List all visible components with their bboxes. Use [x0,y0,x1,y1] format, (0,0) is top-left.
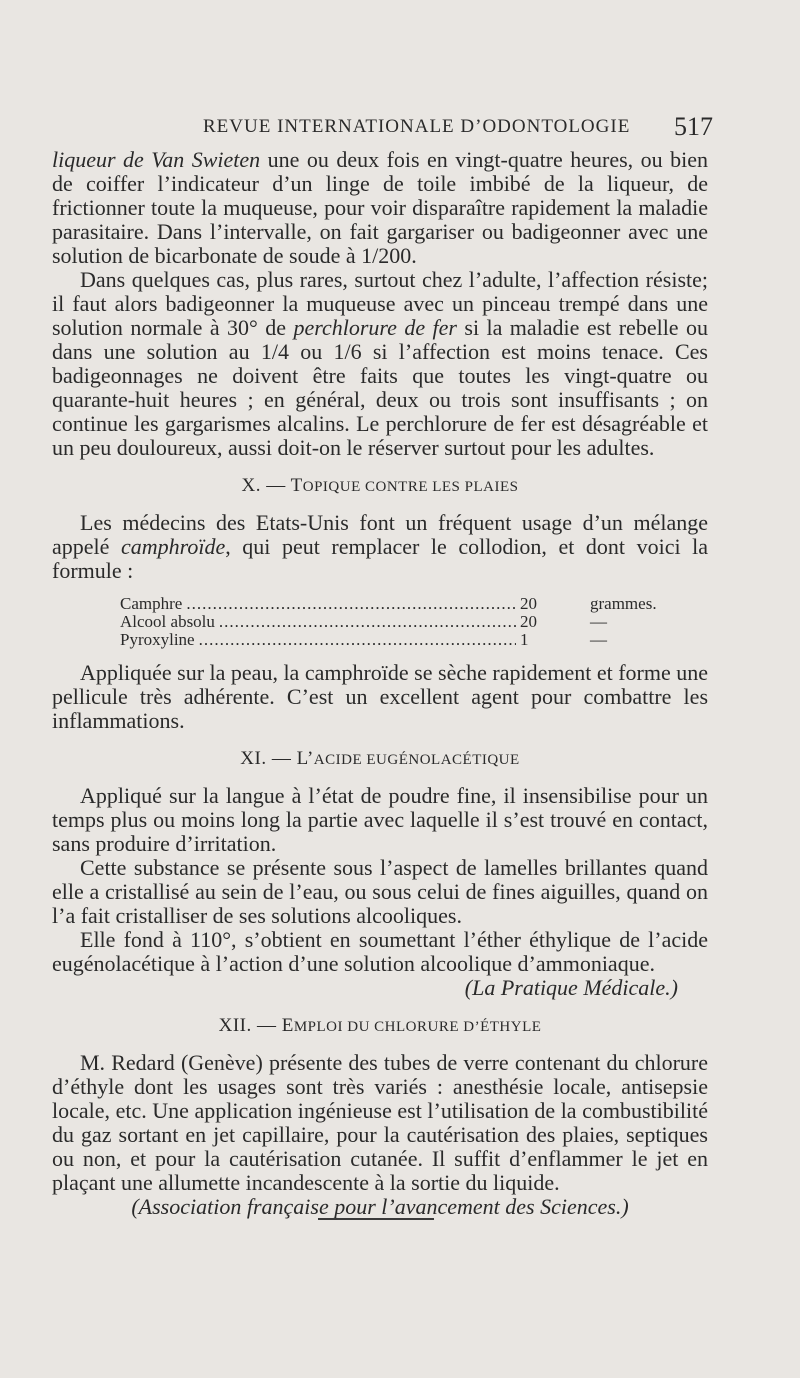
leader-dots [186,595,516,613]
paragraph-perchlorure: Dans quelques cas, plus rares, surtout chez l’adulte, l’affection résiste; il faut alors badigeonner la muqueuse avec un pinceau trempé dans une solution normale à 30° de perchlorure de fer si la maladie est rebelle ou dans une solution au 1/4 ou 1/6 si l’affection est moins tenace. Ces badigeonnages ne doivent être faits que toutes les vingt-quatre ou quarante-huit heures ; en général, deux ou trois sont insuffisants ; on continue les gargarismes alcalins. Le perchlorure de fer est désagréable et un peu douloureux, aussi doit-on le réserver surtout pour les adultes. [52,267,708,460]
paragraph-fond: Elle fond à 110°, s’obtient en soumettant l’éther éthylique de l’acide eugénolacétique à l’action d’une solution alcoolique d’ammoniaque. [52,927,708,976]
paragraph-camphroide: Les médecins des Etats-Unis font un fréquent usage d’un mélange appelé camphroïde, qui peut remplacer le collodion, et dont voici la formule : [52,510,709,583]
paragraph-redard: M. Redard (Genève) présente des tubes de verre contenant du chlorure d’éthyle dont les usages sont très variés : anesthésie locale, antisepsie locale, etc. Une application ingénieuse est l’utilisation de la combustibilité du gaz sortant en jet capillaire, pour la cautérisation des plaies, septiques ou non, et pour la cautérisation cutanée. Il suffit d’enflammer le jet en plaçant une allumette incandescente à la sortie du liquide. [52,1050,708,1195]
end-rule [318,1218,434,1220]
ingredient-name: Pyroxyline [120,630,195,649]
section-heading-xi: XI. — L’ACIDE EUGÉNOLACÉTIQUE [240,748,520,769]
ingredient-unit: — [590,630,607,649]
ingredient-name: Alcool absolu [120,612,215,631]
formula-row [52,595,708,613]
leader-dots [199,631,516,649]
running-title: REVUE INTERNATIONALE D’ODONTOLOGIE [203,116,631,137]
leader-dots [219,613,516,631]
page-header [0,112,800,142]
source-citation: (La Pratique Médicale.) [464,975,678,1000]
italic-term: perchlorure de fer [293,315,457,340]
source-citation: (Association française pour l’avancement des Sciences.) [131,1194,629,1219]
paragraph-substance: Cette substance se présente sous l’aspect de lamelles brillantes quand elle a cristallisé au sein de l’eau, ou sous celui de fines aiguilles, quand on l’a fait cristalliser de ses solutions alcooliques. [52,855,708,928]
paragraph-application: Appliquée sur la peau, la camphroïde se sèche rapidement et forme une pellicule très adhérente. C’est un excellent agent pour combattre les inflammations. [52,660,708,733]
ingredient-unit: — [590,612,607,631]
section-heading-x: X. — TOPIQUE CONTRE LES PLAIES [241,475,519,496]
section-heading-xii: XII. — EMPLOI DU CHLORURE D’ÉTHYLE [218,1015,542,1036]
formula-row [52,613,708,631]
formula-table [52,595,708,649]
ingredient-quantity: 20 [520,612,537,631]
italic-term: liqueur de Van Swieten [52,147,261,172]
paragraph-applique: Appliqué sur la langue à l’état de poudre fine, il insensibilise pour un temps plus ou moins long la partie avec laquelle il s’est trouvé en contact, sans produire d’irritation. [52,783,708,856]
body-text [52,148,708,1219]
formula-row [52,631,708,649]
ingredient-name: Camphre [120,594,183,613]
paragraph-continuation: liqueur de Van Swieten une ou deux fois en vingt-quatre heures, ou bien de coiffer l’indicateur d’un linge de toile imbibé de la liqueur, de frictionner toute la muqueuse, pour voir disparaître rapidement la maladie parasitaire. Dans l’intervalle, on fait gargariser ou badigeonner avec une solution de bicarbonate de soude à 1/200. [52,147,708,268]
ingredient-quantity: 1 [520,630,529,649]
ingredient-unit: grammes. [590,594,657,613]
page-number: 517 [674,112,713,141]
italic-term: camphroïde [120,534,226,559]
ingredient-quantity: 20 [520,594,537,613]
